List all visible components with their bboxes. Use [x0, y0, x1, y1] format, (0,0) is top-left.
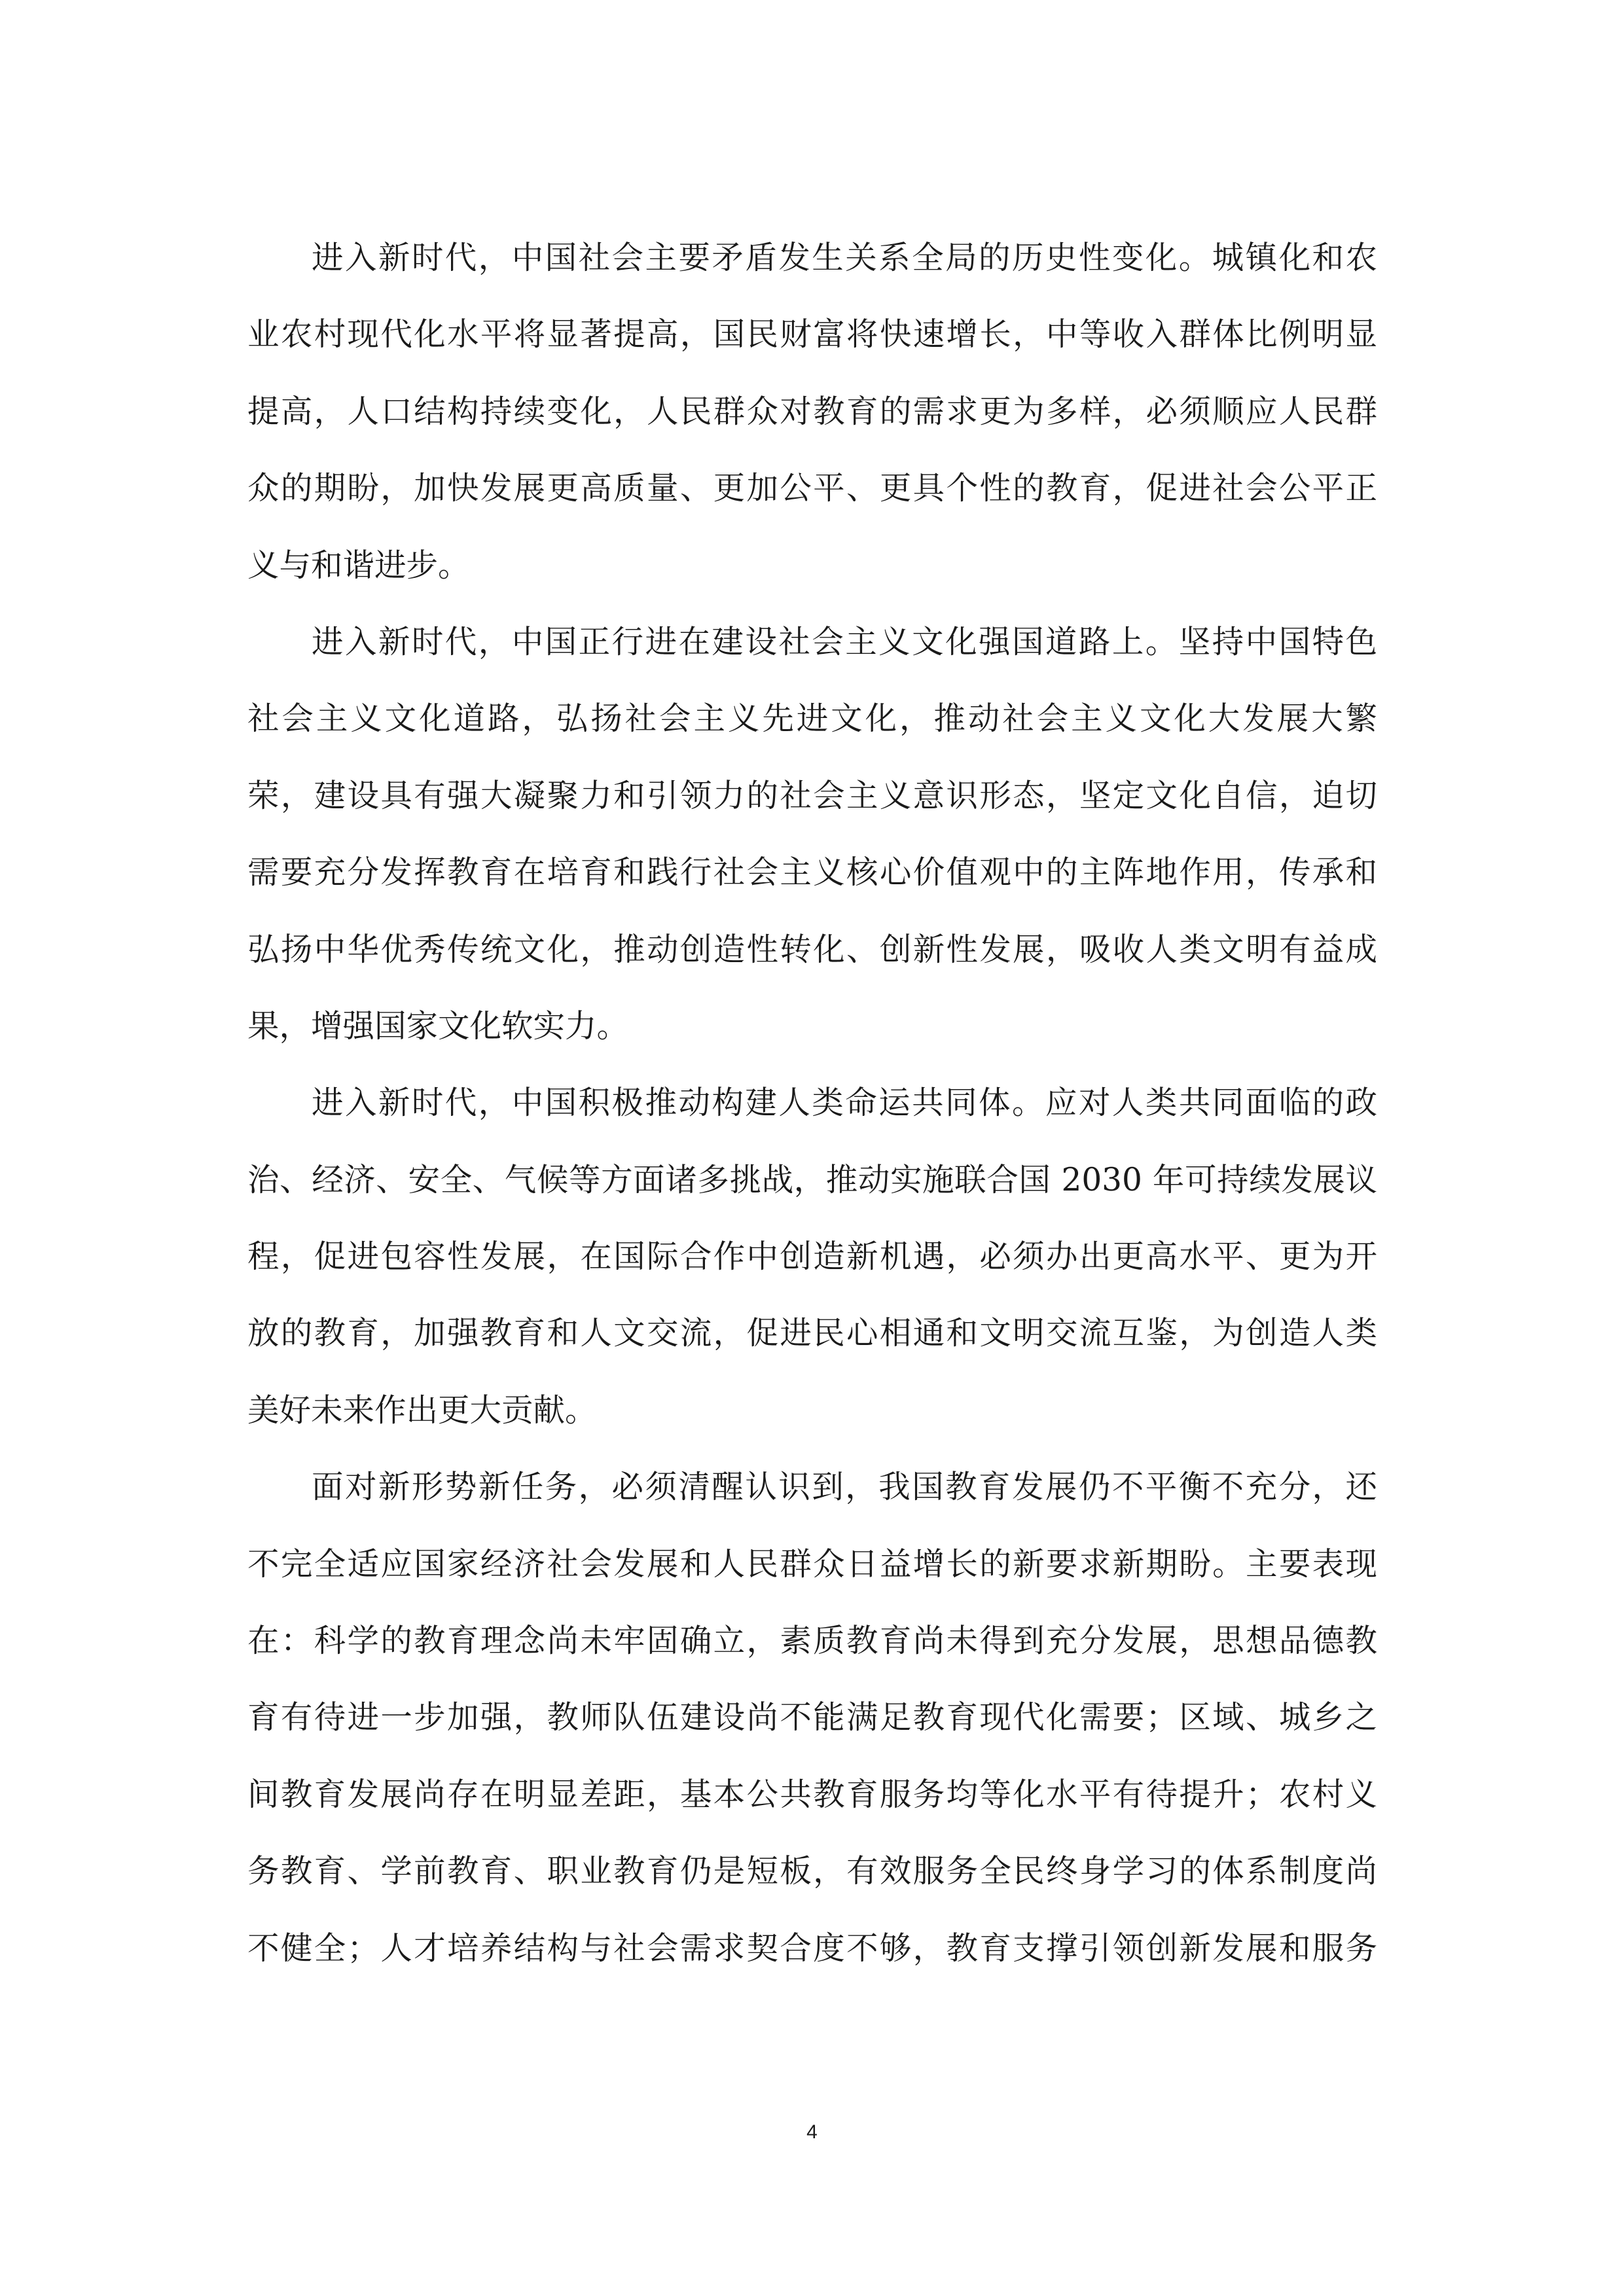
paragraph-1-line-3: 提高，人口结构持续变化，人民群众对教育的需求更为多样，必须顺应人民群 — [247, 393, 1377, 430]
paragraph-3-line-2: 治、经济、安全、气候等方面诸多挑战，推动实施联合国 2030 年可持续发展议 — [247, 1161, 1377, 1198]
paragraph-1-line-1: 进入新时代，中国社会主要矛盾发生关系全局的历史性变化。城镇化和农 — [312, 240, 1377, 276]
paragraph-3-line-4: 放的教育，加强教育和人文交流，促进民心相通和文明交流互鉴，为创造人类 — [247, 1315, 1377, 1352]
paragraph-4-line-1: 面对新形势新任务，必须清醒认识到，我国教育发展仍不平衡不充分，还 — [312, 1469, 1377, 1506]
paragraph-2-line-1: 进入新时代，中国正行进在建设社会主义文化强国道路上。坚持中国特色 — [312, 623, 1377, 660]
paragraph-4-line-3: 在：科学的教育理念尚未牢固确立，素质教育尚未得到充分发展，思想品德教 — [247, 1623, 1377, 1660]
paragraph-3-line-3: 程，促进包容性发展，在国际合作中创造新机遇，必须办出更高水平、更为开 — [247, 1238, 1377, 1276]
paragraph-4-line-7: 不健全；人才培养结构与社会需求契合度不够，教育支撑引领创新发展和服务 — [247, 1929, 1377, 1967]
paragraph-2-line-2: 社会主义文化道路，弘扬社会主义先进文化，推动社会主义文化大发展大繁 — [247, 700, 1377, 738]
page-number: 4 — [806, 2121, 818, 2143]
paragraph-2-line-4: 需要充分发挥教育在培育和践行社会主义核心价值观中的主阵地作用，传承和 — [247, 854, 1377, 891]
paragraph-2-line-5: 弘扬中华优秀传统文化，推动创造性转化、创新性发展，吸收人类文明有益成 — [247, 931, 1377, 968]
paragraph-1-line-5: 义与和谐进步。 — [247, 547, 470, 584]
paragraph-1-line-2: 业农村现代化水平将显著提高，国民财富将快速增长，中等收入群体比例明显 — [247, 316, 1377, 353]
paragraph-2-line-3: 荣，建设具有强大凝聚力和引领力的社会主义意识形态，坚定文化自信，迫切 — [247, 777, 1377, 814]
paragraph-1-line-4: 众的期盼，加快发展更高质量、更加公平、更具个性的教育，促进社会公平正 — [247, 470, 1377, 507]
paragraph-3-line-1: 进入新时代，中国积极推动构建人类命运共同体。应对人类共同面临的政 — [312, 1085, 1377, 1122]
paragraph-4-line-2: 不完全适应国家经济社会发展和人民群众日益增长的新要求新期盼。主要表现 — [247, 1545, 1377, 1583]
paragraph-4-line-4: 育有待进一步加强，教师队伍建设尚不能满足教育现代化需要；区域、城乡之 — [247, 1699, 1377, 1736]
paragraph-4-line-5: 间教育发展尚存在明显差距，基本公共教育服务均等化水平有待提升；农村义 — [247, 1776, 1377, 1813]
paragraph-4-line-6: 务教育、学前教育、职业教育仍是短板，有效服务全民终身学习的体系制度尚 — [247, 1853, 1377, 1890]
body-text — [247, 220, 1377, 1987]
paragraph-2-line-6: 果，增强国家文化软实力。 — [247, 1007, 629, 1045]
paragraph-3-line-5: 美好未来作出更大贡献。 — [247, 1391, 597, 1429]
